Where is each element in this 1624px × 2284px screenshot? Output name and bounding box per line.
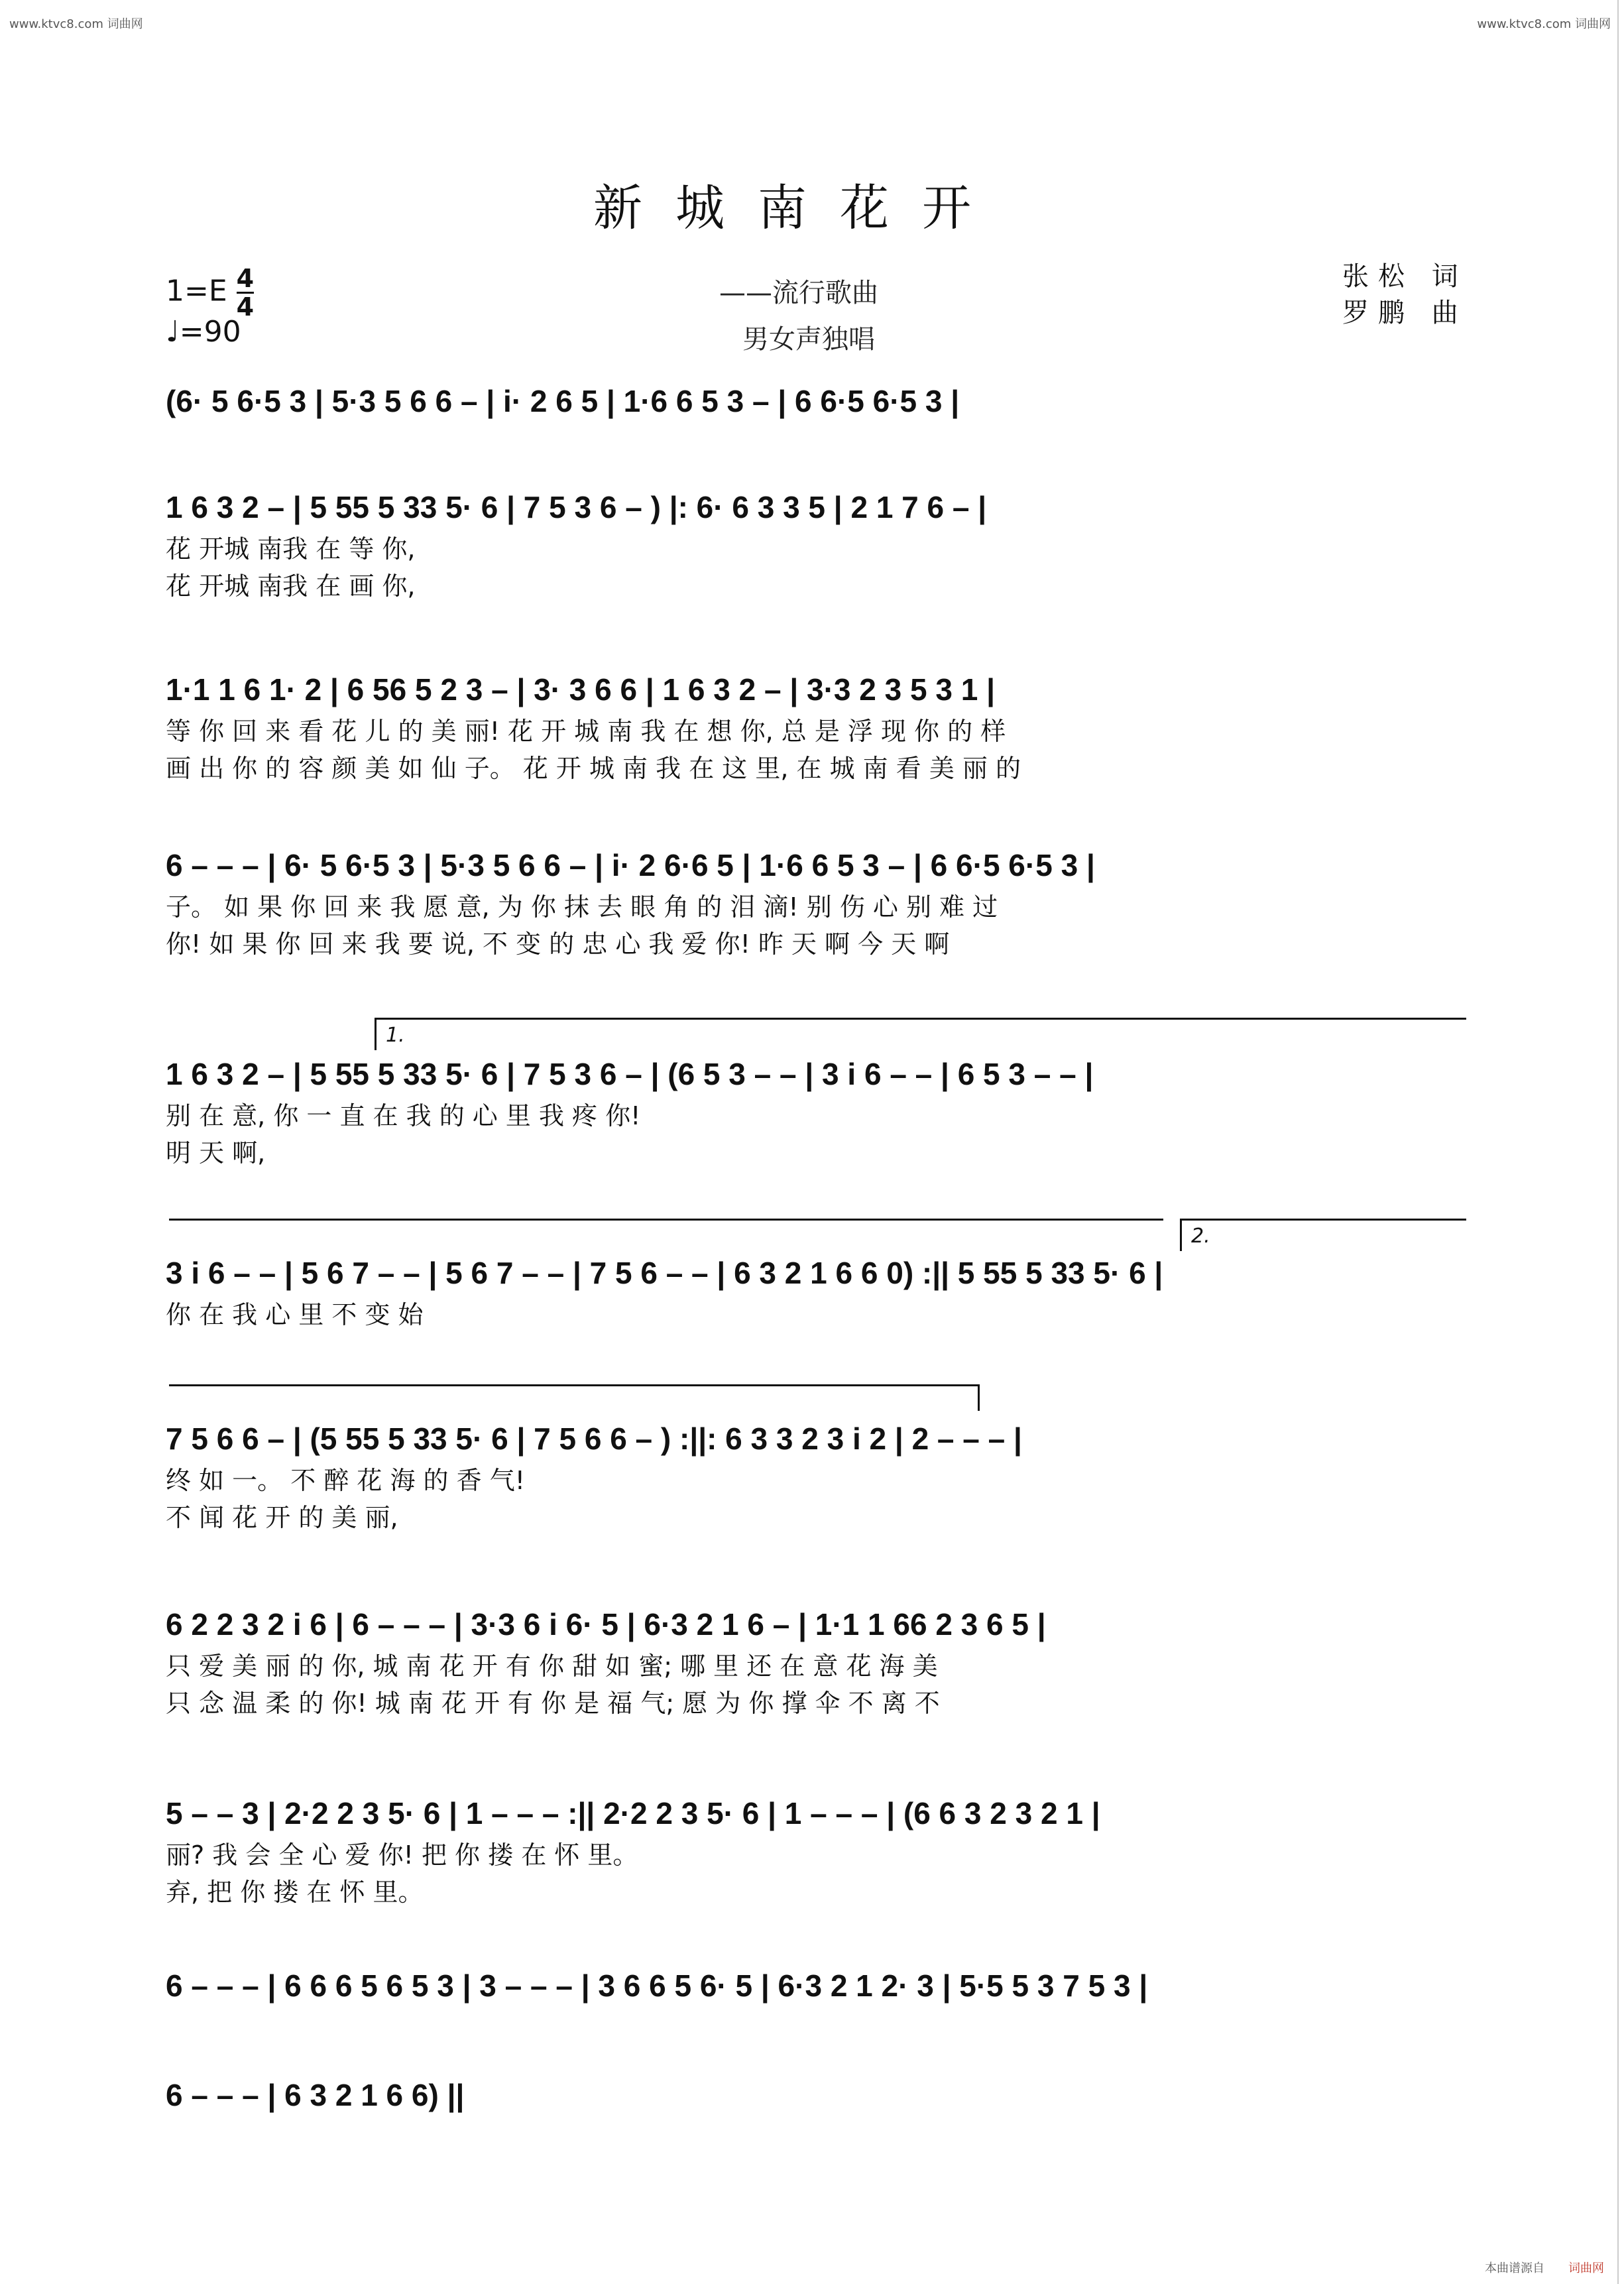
notation-line: 6 2 2 3 2 i 6 | 6 – – – | 3·3 6 i 6· 5 | 6·3 2 1 6 – | 1·1 1 66 2 3 6 5 | — [166, 1607, 1046, 1642]
time-signature: $\frac{4}{4}$ — [236, 264, 255, 322]
system-1 — [166, 378, 1465, 424]
system-3 — [166, 666, 1465, 787]
volta-second-ending: 2. — [1180, 1219, 1466, 1251]
tempo-marking — [166, 315, 241, 349]
notation-line: 6 – – – | 6· 5 6·5 3 | 5·3 5 6 6 – | i· 2 6·6 5 | 1·6 6 5 3 – | 6 6·5 6·5 3 | — [166, 848, 1095, 882]
system-9 — [166, 1790, 1465, 1911]
key-signature — [166, 265, 254, 320]
first-ending-continuation — [169, 1219, 1163, 1221]
volta-first-ending: 1. — [375, 1018, 1466, 1050]
composer-credit: 罗鹏 曲 — [1342, 298, 1468, 328]
notation-line: 1 6 3 2 – | 5 55 5 33 5· 6 | 7 5 3 6 – | (6 5 3 – – | 3 i 6 – – | 6 5 3 – – | — [166, 1057, 1094, 1091]
system-4 — [166, 842, 1465, 963]
song-title: 新城南花开 — [593, 180, 1004, 237]
performance-label: 男女声独唱 — [742, 324, 875, 355]
system-5 — [166, 1051, 1465, 1172]
watermark-top-left: www.ktvc8.com 词曲网 — [9, 17, 143, 31]
notation-line: 7 5 6 6 – | (5 55 5 33 5· 6 | 7 5 6 6 – ) :||: 6 3 3 2 3 i 2 | 2 – – – | — [166, 1421, 1022, 1456]
watermark-top-right: www.ktvc8.com 词曲网 — [1477, 17, 1611, 31]
lyric-verse-2: 只 念 温 柔 的 你! 城 南 花 开 有 你 是 福 气; 愿 为 你 撑 伞 不 离 不 — [166, 1689, 940, 1718]
lyric-verse-2: 弃, 把 你 搂 在 怀 里。 — [166, 1878, 424, 1907]
second-ending-end-tick — [978, 1384, 980, 1411]
system-7 — [166, 1415, 1465, 1536]
key-label: 1=E — [166, 274, 227, 308]
system-2 — [166, 484, 1465, 605]
system-6 — [166, 1250, 1465, 1333]
lyric-verse-1: 终 如 一。 不 醉 花 海 的 香 气! — [166, 1466, 525, 1495]
notation-line: 5 – – 3 | 2·2 2 3 5· 6 | 1 – – – :|| 2·2 2 3 5· 6 | 1 – – – | (6 6 3 2 3 2 1 | — [166, 1796, 1100, 1831]
notation-line: 1·1 1 6 1· 2 | 6 56 5 2 3 – | 3· 3 6 6 | 1 6 3 2 – | 3·3 2 3 5 3 1 | — [166, 672, 995, 707]
lyric-verse-1: 只 爱 美 丽 的 你, 城 南 花 开 有 你 甜 如 蜜; 哪 里 还 在 意 花 海 美 — [166, 1652, 938, 1681]
lyric-verse-2: 你! 如 果 你 回 来 我 要 说, 不 变 的 忠 心 我 爱 你! 昨 天 啊 今 天 啊 — [166, 930, 950, 959]
lyric-verse-2: 明 天 啊, — [166, 1138, 266, 1168]
notation-line: 6 – – – | 6 3 2 1 6 6) || — [166, 2078, 465, 2112]
lyric-verse-2: 花 开城 南我 在 画 你, — [166, 571, 416, 601]
second-ending-continuation — [169, 1384, 978, 1386]
watermark-bottom-source: 本曲谱源自 — [1485, 2261, 1544, 2275]
lyric-verse-1: 别 在 意, 你 一 直 在 我 的 心 里 我 疼 你! — [166, 1101, 641, 1130]
page-edge-divider — [1617, 0, 1619, 2284]
lyricist-credit: 张松 词 — [1342, 261, 1468, 292]
lyric-verse-1: 丽? 我 会 全 心 爱 你! 把 你 搂 在 怀 里。 — [166, 1840, 638, 1870]
watermark-bottom-site: 词曲网 — [1568, 2261, 1604, 2275]
notation-line: (6· 5 6·5 3 | 5·3 5 6 6 – | i· 2 6 5 | 1·6 6 5 3 – | 6 6·5 6·5 3 | — [166, 384, 960, 418]
lyric-verse-2: 画 出 你 的 容 颜 美 如 仙 子。 花 开 城 南 我 在 这 里, 在 城 南 看 美 丽 的 — [166, 754, 1021, 783]
lyric-verse-1: 你 在 我 心 里 不 变 始 — [166, 1300, 424, 1329]
notation-line: 6 – – – | 6 6 6 5 6 5 3 | 3 – – – | 3 6 6 5 6· 5 | 6·3 2 1 2· 3 | 5·5 5 3 7 5 3 | — [166, 1968, 1148, 2003]
lyric-verse-1: 子。 如 果 你 回 来 我 愿 意, 为 你 抹 去 眼 角 的 泪 滴! 别 伤 心 别 难 过 — [166, 892, 998, 922]
lyric-verse-2: 不 闻 花 开 的 美 丽, — [166, 1503, 398, 1532]
quarter-note-icon: ♩ — [166, 315, 180, 349]
notation-line: 3 i 6 – – | 5 6 7 – – | 5 6 7 – – | 7 5 6 – – | 6 3 2 1 6 6 0) :|| 5 55 5 33 5· 6 | — [166, 1256, 1163, 1290]
genre-label: ——流行歌曲 — [719, 278, 878, 308]
system-10 — [166, 1962, 1465, 2009]
lyric-verse-1: 等 你 回 来 看 花 儿 的 美 丽! 花 开 城 南 我 在 想 你, 总 是 浮 现 你 的 样 — [166, 717, 1006, 746]
system-8 — [166, 1601, 1465, 1722]
tempo-value: =90 — [179, 315, 241, 349]
system-11 — [166, 2072, 1465, 2118]
lyric-verse-1: 花 开城 南我 在 等 你, — [166, 534, 416, 564]
notation-line: 1 6 3 2 – | 5 55 5 33 5· 6 | 7 5 3 6 – ) |: 6· 6 3 3 5 | 2 1 7 6 – | — [166, 490, 987, 524]
